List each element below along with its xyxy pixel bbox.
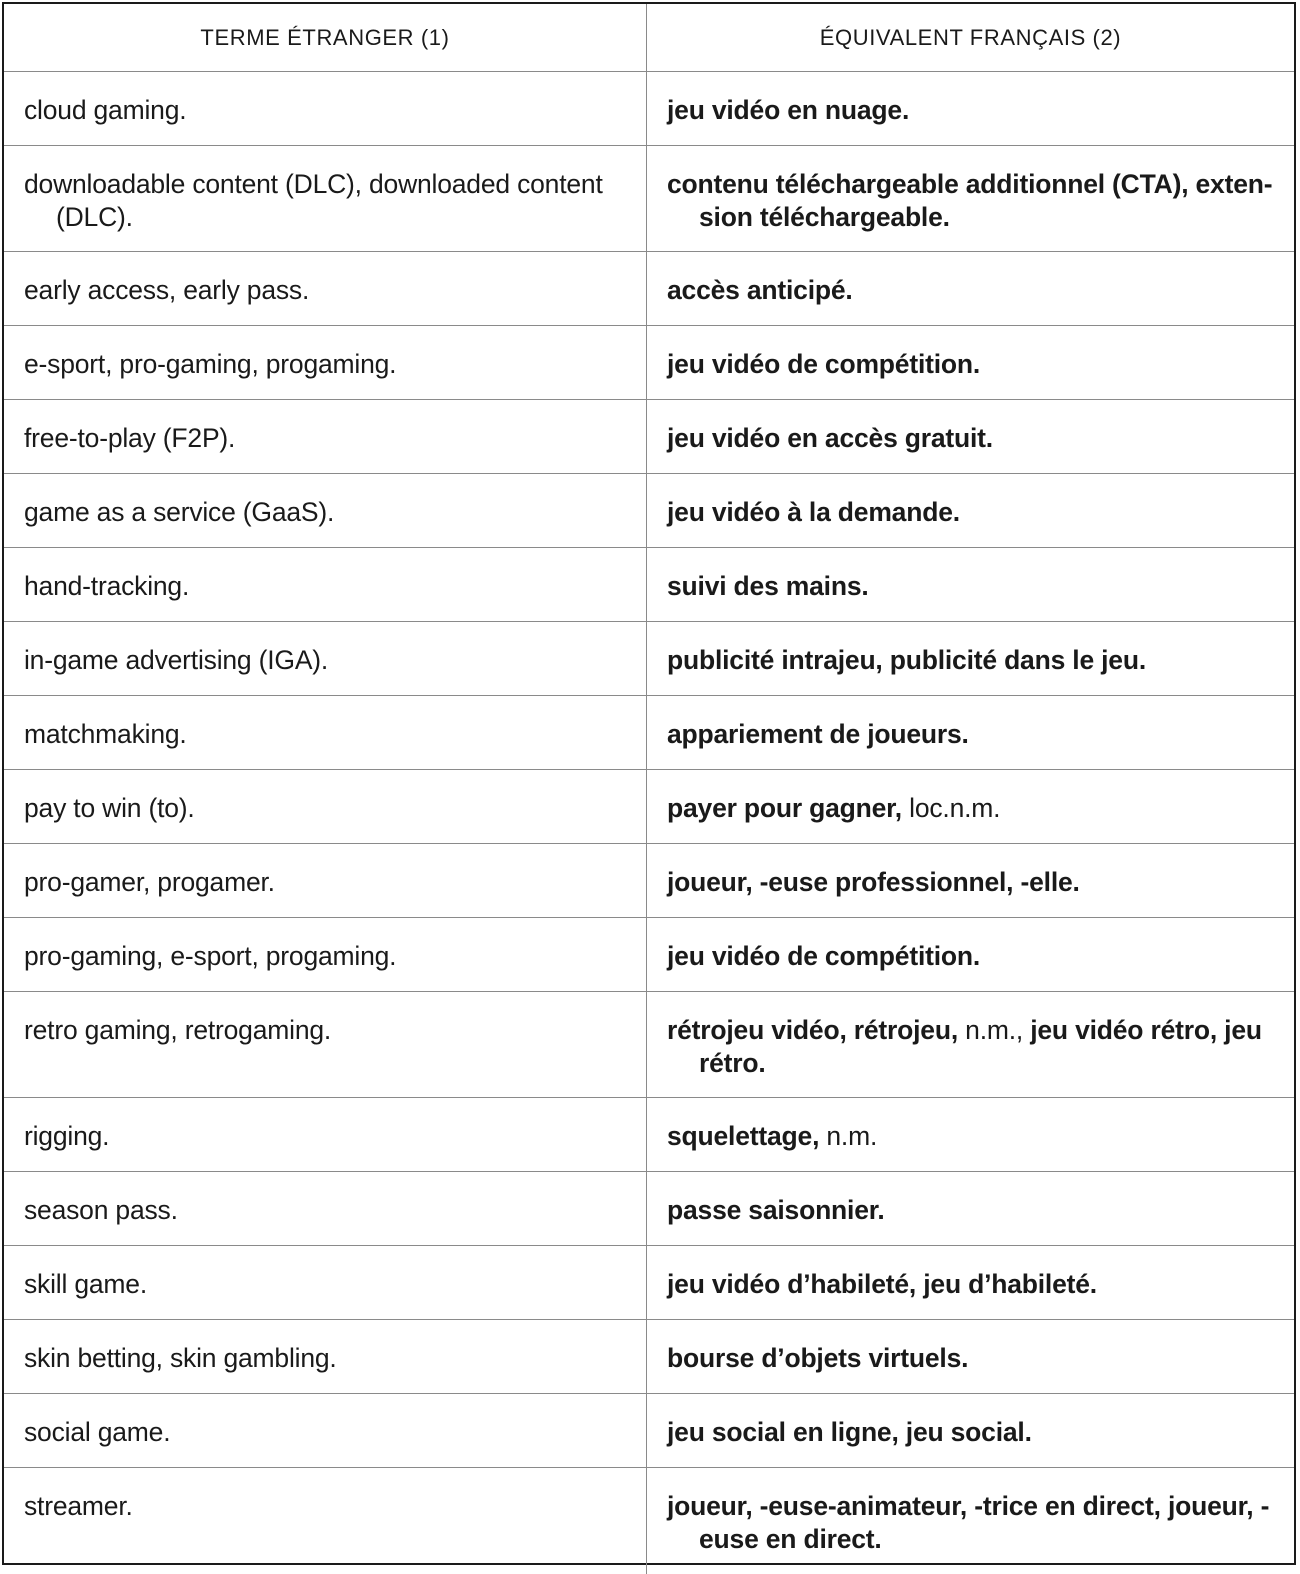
- table-row: [4, 1320, 1294, 1394]
- foreign-term: retro gaming, retrogaming.: [24, 1015, 332, 1045]
- french-equivalent: [667, 940, 1274, 973]
- foreign-term: rigging.: [24, 1121, 110, 1151]
- french-equivalent: [667, 1120, 1274, 1153]
- table-body: [4, 72, 1294, 1574]
- table-row: [4, 1172, 1294, 1246]
- french-equivalent-cell: [647, 770, 1294, 843]
- foreign-term: matchmaking.: [24, 719, 187, 749]
- french-term: jeu vidéo de compétition.: [667, 349, 981, 379]
- table-row: [4, 696, 1294, 770]
- table-row: [4, 326, 1294, 400]
- foreign-term: pay to win (to).: [24, 793, 195, 823]
- foreign-term-cell: [4, 400, 647, 473]
- french-term: joueur, -euse professionnel, -elle.: [667, 867, 1080, 897]
- table-row: [4, 146, 1294, 252]
- french-equivalent-cell: [647, 696, 1294, 769]
- foreign-term-cell: [4, 474, 647, 547]
- table-row: [4, 1098, 1294, 1172]
- french-term: jeu social en ligne, jeu social.: [667, 1417, 1032, 1447]
- table-row: [4, 622, 1294, 696]
- french-term: suivi des mains.: [667, 571, 869, 601]
- french-equivalent-cell: [647, 548, 1294, 621]
- french-equivalent: [667, 168, 1274, 234]
- terminology-table: [2, 2, 1296, 1565]
- french-term: appariement de joueurs.: [667, 719, 969, 749]
- foreign-term-cell: [4, 696, 647, 769]
- french-term: payer pour gagner,: [667, 793, 902, 823]
- foreign-term-cell: [4, 844, 647, 917]
- french-equivalent: [667, 792, 1274, 825]
- grammar-note: n.m.,: [958, 1015, 1031, 1045]
- foreign-term: skin betting, skin gambling.: [24, 1343, 337, 1373]
- table-row: [4, 548, 1294, 622]
- french-equivalent: [667, 1342, 1274, 1375]
- french-term: rétrojeu vidéo, rétrojeu,: [667, 1015, 958, 1045]
- foreign-term-cell: [4, 1172, 647, 1245]
- table-row: [4, 400, 1294, 474]
- foreign-term: streamer.: [24, 1491, 133, 1521]
- foreign-term: in-game advertising (IGA).: [24, 645, 329, 675]
- table-row: [4, 252, 1294, 326]
- foreign-term-cell: [4, 326, 647, 399]
- foreign-term-cell: [4, 252, 647, 325]
- foreign-term-cell: [4, 622, 647, 695]
- foreign-term: downloadable content (DLC), downloaded content (DLC).: [24, 169, 603, 232]
- foreign-term-cell: [4, 1394, 647, 1467]
- french-term: jeu vidéo de compétition.: [667, 941, 981, 971]
- foreign-term: e-sport, pro-gaming, progaming.: [24, 349, 397, 379]
- french-term: jeu vidéo rétro, jeu rétro.: [699, 1015, 1262, 1078]
- french-equivalent: [667, 1490, 1274, 1556]
- foreign-term-cell: [4, 1246, 647, 1319]
- foreign-term-cell: [4, 770, 647, 843]
- french-equivalent: [667, 422, 1274, 455]
- foreign-term: cloud gaming.: [24, 95, 187, 125]
- french-term: contenu téléchargeable additionnel (CTA), exten-sion téléchargeable.: [667, 169, 1273, 232]
- foreign-term: skill game.: [24, 1269, 147, 1299]
- foreign-term-cell: [4, 1468, 647, 1574]
- foreign-term-cell: [4, 1098, 647, 1171]
- foreign-term-cell: [4, 146, 647, 251]
- french-term: jeu vidéo en nuage.: [667, 95, 910, 125]
- french-equivalent-cell: [647, 992, 1294, 1097]
- foreign-term: free-to-play (F2P).: [24, 423, 236, 453]
- french-equivalent: [667, 866, 1274, 899]
- french-term: jeu vidéo d’habileté, jeu d’habileté.: [667, 1269, 1097, 1299]
- french-term: joueur, -euse-animateur, -trice en direct, joueur, -euse en direct.: [667, 1491, 1270, 1554]
- french-equivalent-cell: [647, 622, 1294, 695]
- header-foreign-term: TERME ÉTRANGER (1): [4, 4, 647, 71]
- table-row: [4, 844, 1294, 918]
- french-equivalent: [667, 1268, 1274, 1301]
- french-equivalent: [667, 1194, 1274, 1227]
- table-row: [4, 474, 1294, 548]
- french-equivalent: [667, 718, 1274, 751]
- table-row: [4, 770, 1294, 844]
- french-equivalent-cell: [647, 1172, 1294, 1245]
- french-equivalent-cell: [647, 1468, 1294, 1574]
- french-term: accès anticipé.: [667, 275, 853, 305]
- french-equivalent: [667, 570, 1274, 603]
- header-french-equivalent: ÉQUIVALENT FRANÇAIS (2): [819, 24, 1122, 50]
- french-equivalent: [667, 1416, 1274, 1449]
- foreign-term: early access, early pass.: [24, 275, 310, 305]
- foreign-term: season pass.: [24, 1195, 178, 1225]
- french-equivalent-cell: [647, 1246, 1294, 1319]
- table-row: [4, 1246, 1294, 1320]
- french-equivalent: [667, 348, 1274, 381]
- french-equivalent: [667, 274, 1274, 307]
- french-term: passe saisonnier.: [667, 1195, 885, 1225]
- table-row: [4, 992, 1294, 1098]
- french-term: squelettage,: [667, 1121, 820, 1151]
- table-header: [4, 4, 1294, 72]
- foreign-term-cell: [4, 992, 647, 1097]
- foreign-term: pro-gamer, progamer.: [24, 867, 275, 897]
- french-equivalent-cell: [647, 1320, 1294, 1393]
- foreign-term: game as a service (GaaS).: [24, 497, 335, 527]
- grammar-note: n.m.: [819, 1121, 878, 1151]
- french-equivalent: [667, 496, 1274, 529]
- table-row: [4, 72, 1294, 146]
- french-term: jeu vidéo à la demande.: [667, 497, 960, 527]
- french-equivalent-cell: [647, 1098, 1294, 1171]
- french-equivalent-cell: [647, 146, 1294, 251]
- table-row: [4, 918, 1294, 992]
- french-equivalent-cell: [647, 918, 1294, 991]
- french-equivalent-cell: [647, 1394, 1294, 1467]
- foreign-term-cell: [4, 1320, 647, 1393]
- foreign-term: hand-tracking.: [24, 571, 190, 601]
- french-equivalent-cell: [647, 844, 1294, 917]
- french-equivalent-cell: [647, 326, 1294, 399]
- french-equivalent-cell: [647, 400, 1294, 473]
- foreign-term-cell: [4, 548, 647, 621]
- french-term: publicité intrajeu, publicité dans le jeu.: [667, 645, 1146, 675]
- french-equivalent-cell: [647, 252, 1294, 325]
- french-term: bourse d’objets virtuels.: [667, 1343, 969, 1373]
- french-equivalent-cell: [647, 474, 1294, 547]
- foreign-term: pro-gaming, e-sport, progaming.: [24, 941, 397, 971]
- foreign-term: social game.: [24, 1417, 171, 1447]
- table-row: [4, 1394, 1294, 1468]
- grammar-note: loc.n.m.: [901, 793, 1001, 823]
- french-term: jeu vidéo en accès gratuit.: [667, 423, 993, 453]
- foreign-term-cell: [4, 918, 647, 991]
- foreign-term-cell: [4, 72, 647, 145]
- french-equivalent: [667, 94, 1274, 127]
- table-row: [4, 1468, 1294, 1574]
- french-equivalent: [667, 1014, 1274, 1080]
- french-equivalent-cell: [647, 72, 1294, 145]
- french-equivalent: [667, 644, 1274, 677]
